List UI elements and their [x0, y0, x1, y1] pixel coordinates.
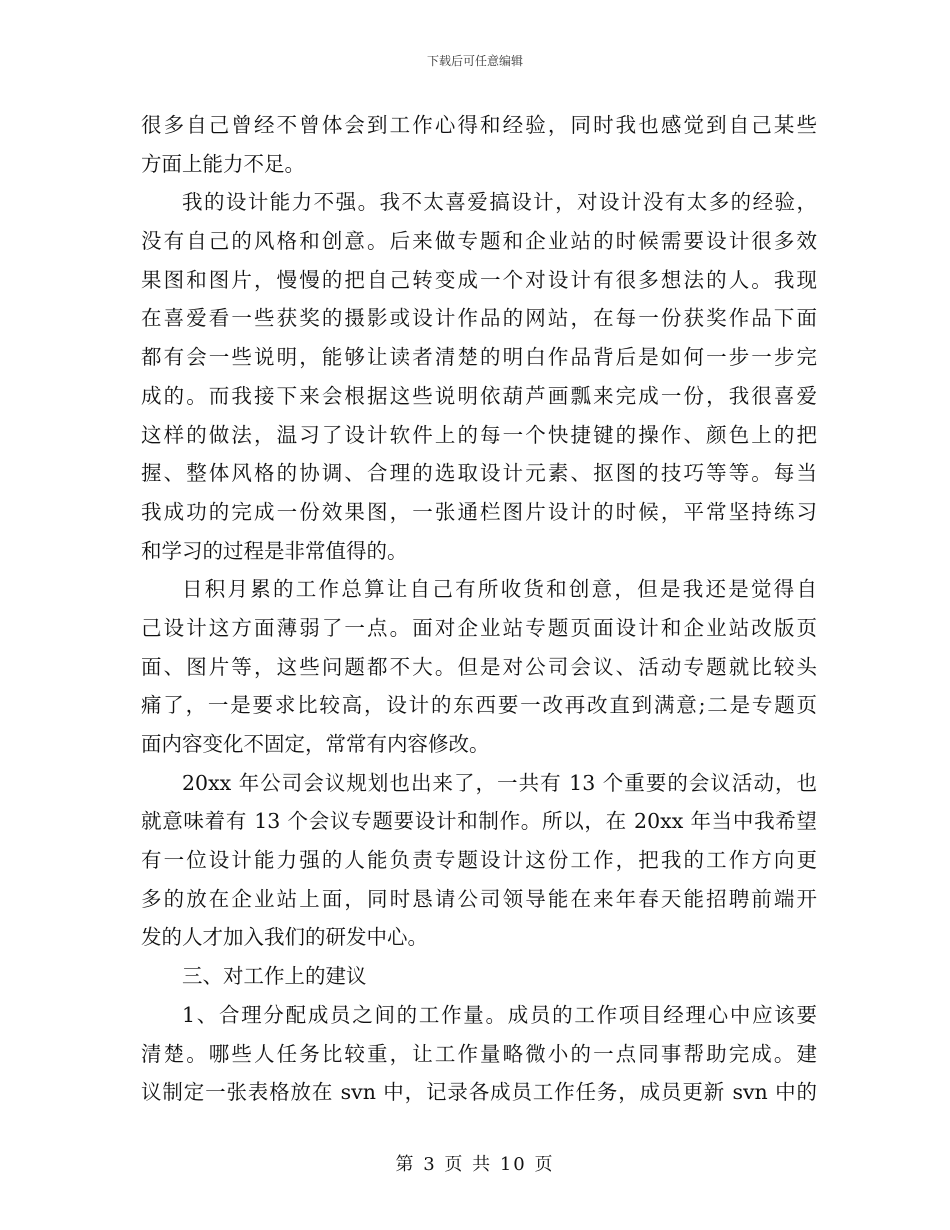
text-line: 己设计这方面薄弱了一点。面对企业站专题页面设计和企业站改版页	[141, 615, 817, 640]
text-line: 和学习的过程是非常值得的。	[141, 538, 408, 563]
text-line: 握、整体风格的协调、合理的选取设计元素、抠图的技巧等等。每当	[141, 461, 817, 486]
page-header-note: 下载后可任意编辑	[426, 54, 523, 68]
text-line: 议制定一张表格放在 svn 中，记录各成员工作任务，成员更新 svn 中的	[141, 1080, 817, 1105]
text-line: 清楚。哪些人任务比较重，让工作量略微小的一点同事帮助完成。建	[141, 1041, 817, 1066]
section-heading: 三、对工作上的建议	[182, 964, 367, 989]
text-line: 方面上能力不足。	[141, 151, 305, 176]
document-body	[141, 106, 817, 1112]
text-line: 有一位设计能力强的人能负责专题设计这份工作，把我的工作方向更	[141, 848, 817, 873]
text-line: 面、图片等，这些问题都不大。但是对公司会议、活动专题就比较头	[141, 654, 817, 679]
text-line: 没有自己的风格和创意。后来做专题和企业站的时候需要设计很多效	[141, 229, 817, 254]
text-line: 1、合理分配成员之间的工作量。成员的工作项目经理心中应该要	[182, 1002, 817, 1027]
text-line: 多的放在企业站上面，同时恳请公司领导能在来年春天能招聘前端开	[141, 886, 817, 911]
text-line: 20xx 年公司会议规划也出来了，一共有 13 个重要的会议活动，也	[182, 770, 817, 795]
text-line: 就意味着有 13 个会议专题要设计和制作。所以，在 20xx 年当中我希望	[141, 809, 817, 834]
text-line: 成的。而我接下来会根据这些说明依葫芦画瓢来完成一份，我很喜爱	[141, 383, 817, 408]
text-line: 发的人才加入我们的研发中心。	[141, 925, 428, 950]
text-line: 在喜爱看一些获奖的摄影或设计作品的网站，在每一份获奖作品下面	[141, 306, 817, 331]
text-line: 我的设计能力不强。我不太喜爱搞设计，对设计没有太多的经验，	[182, 190, 817, 215]
page-number: 第 3 页 共 10 页	[395, 1154, 555, 1175]
text-line: 日积月累的工作总算让自己有所收货和创意，但是我还是觉得自	[182, 577, 817, 602]
text-line: 面内容变化不固定，常常有内容修改。	[141, 732, 490, 756]
text-line: 这样的做法，温习了设计软件上的每一个快捷键的操作、颜色上的把	[141, 422, 817, 447]
text-line: 痛了，一是要求比较高，设计的东西要一改再改直到满意;二是专题页	[141, 693, 817, 718]
text-line: 我成功的完成一份效果图，一张通栏图片设计的时候，平常坚持练习	[141, 499, 817, 524]
text-line: 很多自己曾经不曾体会到工作心得和经验，同时我也感觉到自己某些	[141, 113, 817, 137]
text-line: 果图和图片，慢慢的把自己转变成一个对设计有很多想法的人。我现	[141, 267, 817, 292]
text-line: 都有会一些说明，能够让读者清楚的明白作品背后是如何一步一步完	[141, 345, 817, 370]
